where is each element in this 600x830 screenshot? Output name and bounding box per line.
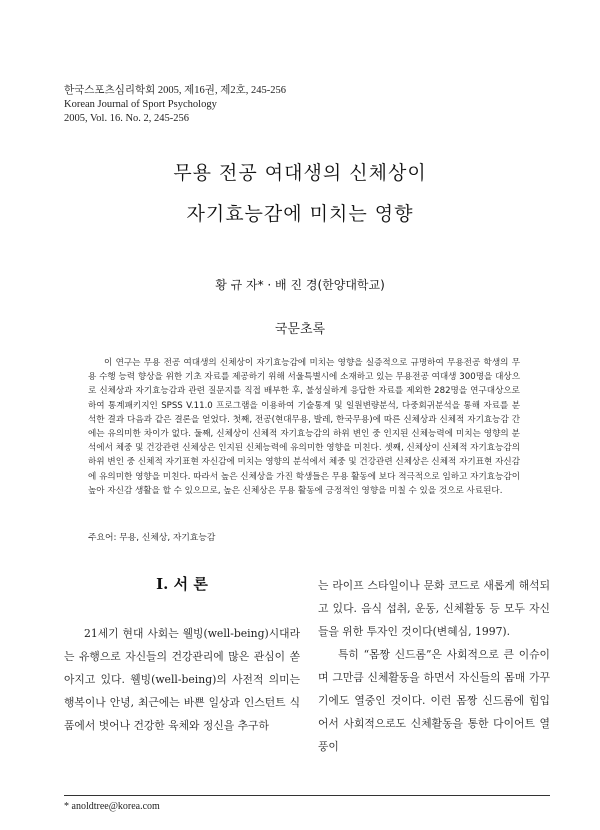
- journal-name-english: Korean Journal of Sport Psychology: [64, 99, 217, 110]
- right-column-body: [318, 574, 550, 758]
- left-paragraph: 21세기 현대 사회는 웰빙(well-being)시대라는 유행으로 자신들의 건강관리에 많은 관심이 쏟아지고 있다. 웰빙(well-being)의 사전적 의미는 행복이나 안녕, 최근에는 바쁜 일상과 인스턴트 식품에서 벗어나 건강한 육체와 정신을 추구하: [64, 627, 300, 732]
- paper-title-line-1: 무용 전공 여대생의 신체상이: [173, 162, 427, 184]
- right-paragraph-2: 특히 “몸짱 신드롬”은 사회적으로 큰 이슈이며 그만큼 신체활동을 하면서 자신들의 몸매 가꾸기에도 열중인 것이다. 이런 몸짱 신드롬에 힘입어서 사회적으로도 신체활동을 통한 다이어트 열풍이: [318, 648, 550, 753]
- right-paragraph-1: 는 라이프 스타일이나 문화 코드로 새롭게 해석되고 있다. 음식 섭취, 운동, 신체활동 등 모두 자신들을 위한 투자인 것이다(변혜심, 1997).: [318, 579, 550, 638]
- journal-header: [64, 84, 286, 126]
- journal-citation-korean: 한국스포츠심리학회 2005, 제16권, 제2호, 245-256: [64, 85, 286, 96]
- abstract-heading: 국문초록: [274, 322, 326, 337]
- abstract-text: 이 연구는 무용 전공 여대생의 신체상이 자기효능감에 미치는 영향을 실증적으로 규명하여 무용전공 학생의 무용 수행 능력 향상을 위한 기초 자료를 제공하기 위해 서울특별시에 소재하고 있는 무용전공 여대생 300명을 대상으로 신체상과 자기효능감과 관련 질문지를 직접 배부한 후, 불성실하게 응답한 자료를 제외한 282명을 연구대상으로 하여 통계패키지인 SPSS V.11.0 프로그램을 이용하여 기술통계 및 일원변량분석, 다중회귀분석을 통해 자료를 분석한 결과 다음과 같은 결론을 얻었다. 첫째, 전공(현대무용, 발레, 한국무용)에 따른 신체상과 신체적 자기효능감 간에는 유의미한 차이가 없다. 둘째, 신체상이 신체적 자기효능감의 하위 변인 중 인지된 신체능력에 미치는 영향의 분석에서 체중 및 건강관련 신체상은 인지된 신체능력에 유의미한 영향을 미친다. 셋째, 신체상이 신체적 자기효능감의 하위 변인 중 신체적 자기표현 자신감에 미치는 영향의 분석에서 체중 및 건강관련 신체상은 신체적 자기표현 자신감에 유의미한 영향을 미친다. 따라서 높은 신체상을 가진 학생들은 무용 활동에 보다 적극적으로 임하고 자기효능감이 높아 자신감 생활을 할 수 있으므로, 높은 신체상은 무용 활동에 긍정적인 영향을 미칠 수 있을 것으로 사료된다.: [88, 358, 520, 496]
- paper-title-line-2: 자기효능감에 미치는 영향: [186, 203, 414, 225]
- keywords: 주요어: 무용, 신체상, 자기효능감: [88, 533, 216, 543]
- journal-citation-english: 2005, Vol. 16. No. 2, 245-256: [64, 113, 190, 124]
- left-column-body: [64, 622, 300, 737]
- footnote-divider: [64, 795, 550, 796]
- section-heading-introduction: I. 서 론: [156, 575, 208, 593]
- footnote-email: * anoldtree@korea.com: [64, 801, 160, 812]
- author-line: 황 규 자* · 배 진 경(한양대학교): [215, 278, 385, 292]
